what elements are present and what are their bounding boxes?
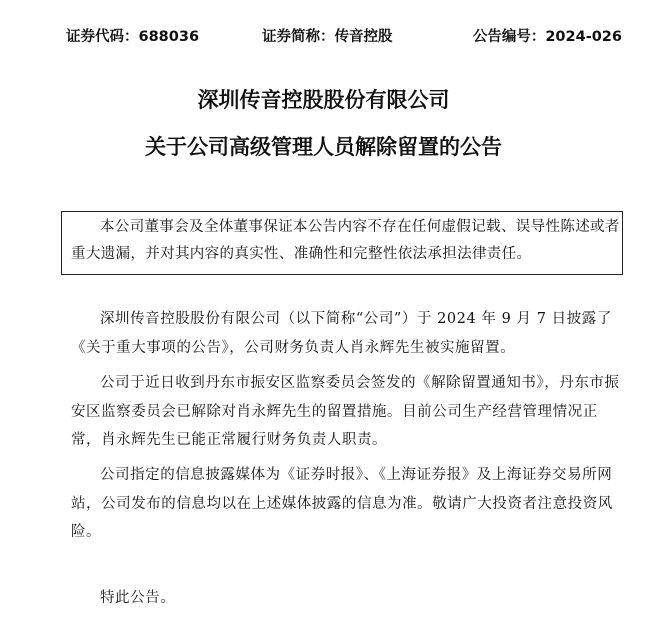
- company-title: 深圳传音控股股份有限公司: [197, 88, 450, 112]
- board-guarantee-notice: 本公司董事会及全体董事保证本公告内容不存在任何虚假记载、误导性陈述或者重大遗漏，并对其内容的真实性、准确性和完整性依法承担法律责任。: [61, 211, 623, 275]
- body-paragraph-3: 公司指定的信息披露媒体为《证券时报》、《上海证券报》及上海证券交易所网站，公司发布的信息均以在上述媒体披露的信息为准。敬请广大投资者注意投资风险。: [71, 467, 613, 540]
- body-paragraph-1: 深圳传音控股股份有限公司（以下简称“公司”）于 2024 年 9 月 7 日披露了《关于重大事项的公告》，公司财务负责人肖永辉先生被实施留置。: [71, 311, 612, 356]
- announcement-number: 公告编号：2024-026: [472, 29, 622, 45]
- announcement-subject: 关于公司高级管理人员解除留置的公告: [145, 135, 502, 159]
- stock-abbreviation: 证券简称：传音控股: [262, 29, 393, 45]
- stock-code: 证券代码：688036: [66, 29, 200, 45]
- body-paragraph-2: 公司于近日收到丹东市振安区监察委员会签发的《解除留置通知书》，丹东市振安区监察委员会已解除对肖永辉先生的留置措施。目前公司生产经营管理情况正常，肖永辉先生已能正常履行财务负责人职责。: [71, 375, 620, 448]
- header-row: [66, 26, 622, 48]
- closing-statement: 特此公告。: [100, 590, 176, 606]
